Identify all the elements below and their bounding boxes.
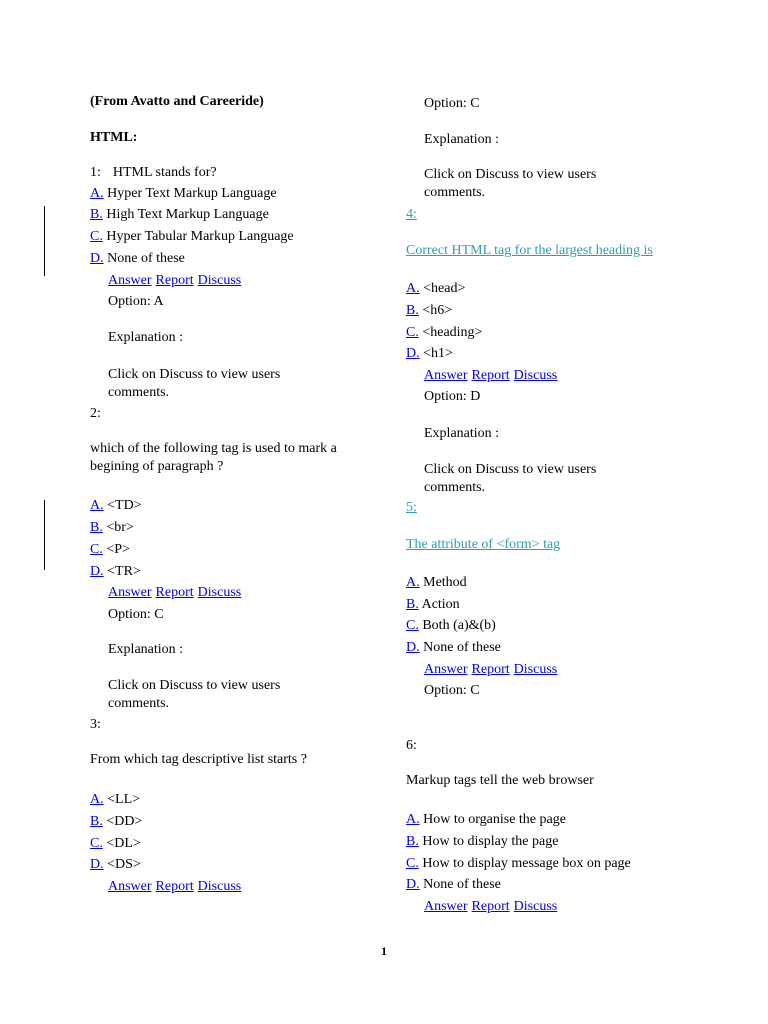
option-a[interactable] bbox=[406, 574, 467, 592]
option-letter[interactable]: C. bbox=[90, 542, 103, 557]
option-letter[interactable]: B. bbox=[90, 814, 103, 829]
option-letter[interactable]: C. bbox=[406, 618, 419, 633]
option-d[interactable] bbox=[406, 639, 501, 657]
option-letter[interactable]: C. bbox=[406, 856, 419, 871]
question-3-number: 3: bbox=[90, 717, 101, 732]
source-heading: (From Avatto and Careeride) bbox=[90, 94, 264, 109]
option-letter[interactable]: D. bbox=[90, 564, 104, 579]
discuss-link[interactable]: Discuss bbox=[197, 585, 242, 600]
option-text: How to organise the page bbox=[423, 812, 566, 827]
option-text: <h1> bbox=[423, 346, 453, 361]
option-text: <head> bbox=[423, 281, 466, 296]
explanation-label: Explanation : bbox=[424, 426, 500, 441]
question-4-text[interactable]: Correct HTML tag for the largest heading is bbox=[406, 243, 653, 258]
answer-link[interactable]: Answer bbox=[424, 662, 468, 677]
question-5-number[interactable]: 5: bbox=[406, 500, 417, 515]
option-text: None of these bbox=[423, 640, 501, 655]
option-letter[interactable]: B. bbox=[406, 834, 419, 849]
option-text: <DL> bbox=[106, 836, 141, 851]
action-links bbox=[90, 272, 241, 290]
report-link[interactable]: Report bbox=[155, 879, 194, 894]
option-text: <LL> bbox=[107, 792, 141, 807]
option-text: High Text Markup Language bbox=[106, 207, 269, 222]
option-d[interactable] bbox=[406, 876, 501, 894]
option-a[interactable] bbox=[90, 791, 140, 809]
option-text: Method bbox=[423, 575, 467, 590]
option-c[interactable] bbox=[90, 541, 130, 559]
option-letter[interactable]: C. bbox=[90, 229, 103, 244]
question-4-number[interactable]: 4: bbox=[406, 207, 417, 222]
report-link[interactable]: Report bbox=[155, 585, 194, 600]
section-heading: HTML: bbox=[90, 130, 138, 145]
discuss-link[interactable]: Discuss bbox=[197, 879, 242, 894]
option-d[interactable] bbox=[90, 250, 185, 268]
discuss-link[interactable]: Discuss bbox=[513, 368, 558, 383]
question-text: HTML stands for? bbox=[112, 165, 217, 180]
option-text: None of these bbox=[107, 251, 185, 266]
discuss-link[interactable]: Discuss bbox=[513, 662, 558, 677]
action-links bbox=[406, 367, 557, 385]
option-text: How to display message box on page bbox=[422, 856, 631, 871]
discuss-note: Click on Discuss to view users comments. bbox=[424, 167, 597, 200]
option-text: Action bbox=[421, 597, 460, 612]
answer-link[interactable]: Answer bbox=[108, 879, 152, 894]
option-d[interactable] bbox=[90, 563, 141, 581]
answer-link[interactable]: Answer bbox=[108, 585, 152, 600]
option-text: <DS> bbox=[107, 857, 141, 872]
option-c[interactable] bbox=[90, 835, 141, 853]
action-links bbox=[406, 661, 557, 679]
change-bar bbox=[44, 500, 45, 570]
answer-option: Option: D bbox=[424, 389, 481, 404]
answer-option: Option: C bbox=[424, 96, 480, 111]
option-letter[interactable]: B. bbox=[90, 520, 103, 535]
option-text: Hyper Tabular Markup Language bbox=[106, 229, 294, 244]
option-b[interactable] bbox=[406, 833, 558, 851]
option-text: <P> bbox=[106, 542, 130, 557]
explanation-label: Explanation : bbox=[424, 132, 500, 147]
option-b[interactable] bbox=[406, 596, 460, 614]
option-letter[interactable]: B. bbox=[406, 303, 419, 318]
question-number: 1: bbox=[90, 165, 101, 180]
option-letter[interactable]: A. bbox=[90, 792, 104, 807]
option-text: <DD> bbox=[106, 814, 143, 829]
question-6-number: 6: bbox=[406, 738, 417, 753]
answer-option: Option: C bbox=[108, 607, 164, 622]
option-letter[interactable]: D. bbox=[406, 346, 420, 361]
option-c[interactable] bbox=[406, 855, 631, 873]
option-letter[interactable]: A. bbox=[406, 575, 420, 590]
question-6-text: Markup tags tell the web browser bbox=[406, 773, 594, 788]
discuss-note: Click on Discuss to view users comments. bbox=[424, 462, 597, 495]
option-a[interactable] bbox=[406, 811, 566, 829]
question-2-text: which of the following tag is used to mark a begining of paragraph ? bbox=[90, 441, 337, 474]
action-links bbox=[90, 878, 241, 896]
option-text: Both (a)&(b) bbox=[422, 618, 496, 633]
option-a[interactable] bbox=[406, 280, 465, 298]
discuss-note: Click on Discuss to view users comments. bbox=[108, 678, 281, 711]
option-letter[interactable]: D. bbox=[406, 640, 420, 655]
action-links bbox=[90, 584, 241, 602]
report-link[interactable]: Report bbox=[155, 273, 194, 288]
option-c[interactable] bbox=[406, 324, 482, 342]
option-letter[interactable]: D. bbox=[406, 877, 420, 892]
discuss-link[interactable]: Discuss bbox=[513, 899, 558, 914]
option-text: <TD> bbox=[107, 498, 142, 513]
option-d[interactable] bbox=[90, 856, 141, 874]
page-number: 1 bbox=[381, 944, 387, 958]
option-b[interactable] bbox=[90, 813, 142, 831]
option-d[interactable] bbox=[406, 345, 453, 363]
option-text: None of these bbox=[423, 877, 501, 892]
question-3-text: From which tag descriptive list starts ? bbox=[90, 752, 307, 767]
option-letter[interactable]: D. bbox=[90, 857, 104, 872]
answer-link[interactable]: Answer bbox=[108, 273, 152, 288]
option-c[interactable] bbox=[90, 228, 294, 246]
option-letter[interactable]: A. bbox=[90, 498, 104, 513]
option-text: Hyper Text Markup Language bbox=[107, 186, 277, 201]
option-text: <h6> bbox=[422, 303, 453, 318]
option-letter[interactable]: A. bbox=[90, 186, 104, 201]
option-letter[interactable]: B. bbox=[90, 207, 103, 222]
option-letter[interactable]: A. bbox=[406, 812, 420, 827]
option-b[interactable] bbox=[406, 302, 452, 320]
question-2-number: 2: bbox=[90, 406, 101, 421]
explanation-label: Explanation : bbox=[108, 330, 184, 345]
option-b[interactable] bbox=[90, 519, 134, 537]
discuss-link[interactable]: Discuss bbox=[197, 273, 242, 288]
option-letter[interactable]: D. bbox=[90, 251, 104, 266]
option-b[interactable] bbox=[90, 206, 269, 224]
option-letter[interactable]: B. bbox=[406, 597, 419, 612]
option-a[interactable] bbox=[90, 497, 142, 515]
action-links bbox=[406, 898, 557, 916]
answer-link[interactable]: Answer bbox=[424, 899, 468, 914]
report-link[interactable]: Report bbox=[471, 899, 510, 914]
answer-option: Option: A bbox=[108, 294, 164, 309]
explanation-label: Explanation : bbox=[108, 642, 184, 657]
option-text: <heading> bbox=[422, 325, 483, 340]
option-text: How to display the page bbox=[422, 834, 559, 849]
question-5-text[interactable]: The attribute of <form> tag bbox=[406, 537, 561, 552]
answer-link[interactable]: Answer bbox=[424, 368, 468, 383]
report-link[interactable]: Report bbox=[471, 662, 510, 677]
option-letter[interactable]: C. bbox=[406, 325, 419, 340]
option-text: <br> bbox=[106, 520, 134, 535]
option-letter[interactable]: C. bbox=[90, 836, 103, 851]
change-bar bbox=[44, 206, 45, 276]
option-text: <TR> bbox=[107, 564, 141, 579]
question-1 bbox=[90, 164, 217, 182]
discuss-note: Click on Discuss to view users comments. bbox=[108, 367, 281, 400]
option-a[interactable] bbox=[90, 185, 277, 203]
option-c[interactable] bbox=[406, 617, 496, 635]
report-link[interactable]: Report bbox=[471, 368, 510, 383]
answer-option: Option: C bbox=[424, 683, 480, 698]
option-letter[interactable]: A. bbox=[406, 281, 420, 296]
